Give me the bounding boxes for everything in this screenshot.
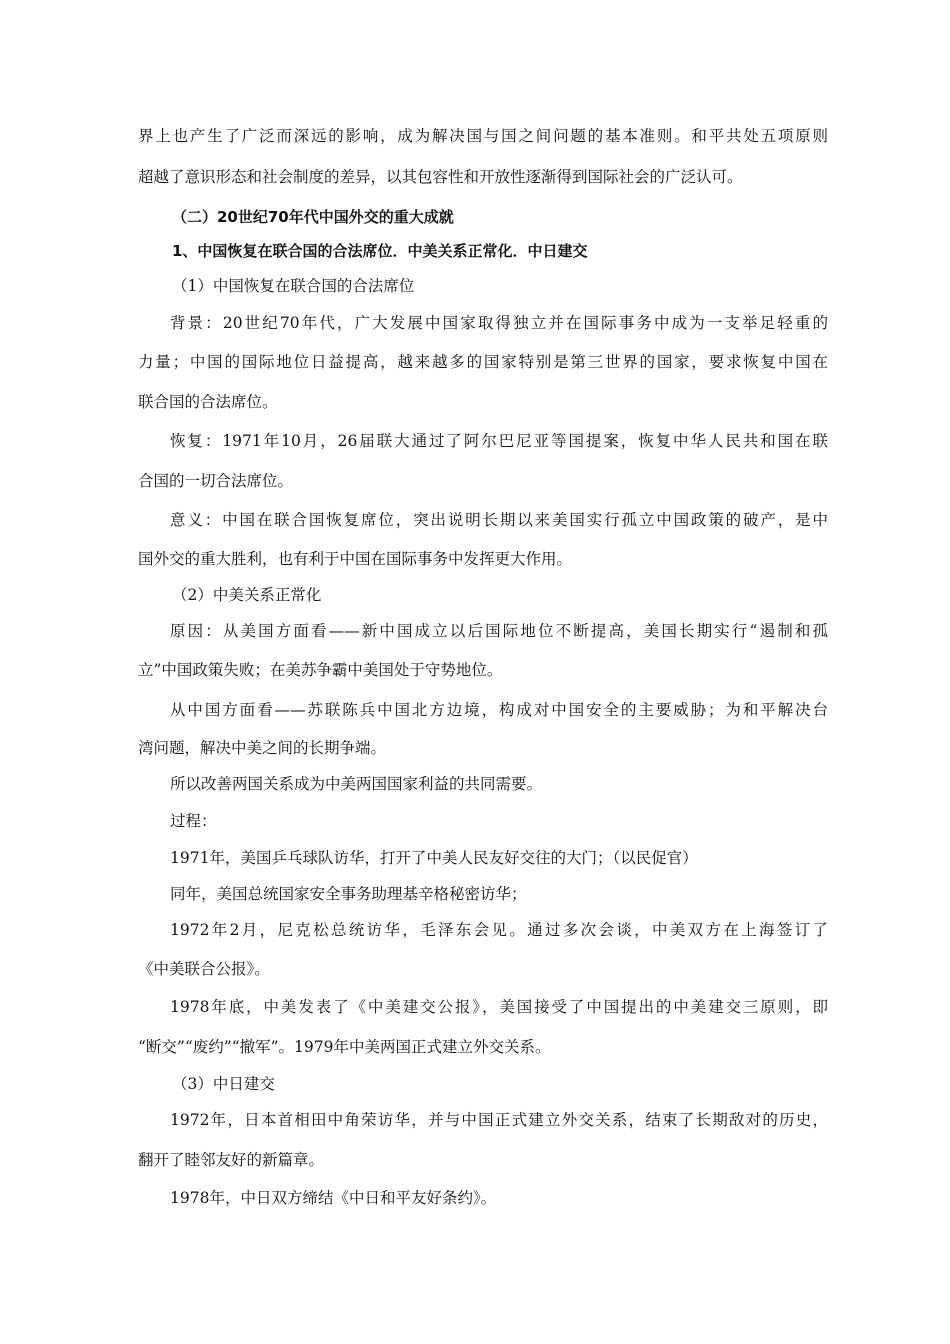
paragraph-line: 《中美联合公报》。 xyxy=(138,960,270,978)
paragraph-line: 超越了意识形态和社会制度的差异，以其包容性和开放性逐渐得到国际社会的广泛认可。 xyxy=(138,168,743,186)
paragraph-line: 原因：从美国方面看——新中国成立以后国际地位不断提高，美国长期实行“遏制和孤 xyxy=(170,622,828,640)
item-heading: （3）中日建交 xyxy=(172,1075,275,1093)
paragraph-line: 1972年2月，尼克松总统访华，毛泽东会见。通过多次会谈，中美双方在上海签订了 xyxy=(170,921,828,939)
paragraph-line: 1978年底，中美发表了《中美建交公报》，美国接受了中国提出的中美建交三原则，即 xyxy=(170,998,828,1016)
paragraph-line: 所以改善两国关系成为中美两国国家利益的共同需要。 xyxy=(170,775,543,793)
paragraph-line: 翻开了睦邻友好的新篇章。 xyxy=(138,1151,325,1169)
paragraph-line: 国外交的重大胜利，也有利于中国在国际事务中发挥更大作用。 xyxy=(138,550,573,568)
paragraph-line: 界上也产生了广泛而深远的影响，成为解决国与国之间问题的基本准则。和平共处五项原则 xyxy=(138,127,828,145)
paragraph-line: 合国的一切合法席位。 xyxy=(138,472,294,490)
paragraph-line: 同年，美国总统国家安全事务助理基辛格秘密访华； xyxy=(170,885,527,903)
paragraph-line: 1972年，日本首相田中角荣访华，并与中国正式建立外交关系，结束了长期敌对的历史， xyxy=(170,1111,828,1129)
item-heading: （2）中美关系正常化 xyxy=(172,586,322,604)
section-heading: （二）20世纪70年代中国外交的重大成就 xyxy=(172,208,454,226)
paragraph-line: 力量；中国的国际地位日益提高，越来越多的国家特别是第三世界的国家，要求恢复中国在 xyxy=(138,353,828,371)
subsection-heading: 1、中国恢复在联合国的合法席位．中美关系正常化．中日建交 xyxy=(172,242,588,260)
paragraph-line: 立”中国政策失败；在美苏争霸中美国处于守势地位。 xyxy=(138,661,503,679)
paragraph-line: 恢复：1971年10月，26届联大通过了阿尔巴尼亚等国提案，恢复中华人民共和国在联 xyxy=(170,432,828,450)
paragraph-line: 联合国的合法席位。 xyxy=(138,393,278,411)
paragraph-line: “断交”“废约”“撤军”。1979年中美两国正式建立外交关系。 xyxy=(138,1038,551,1056)
paragraph-line: 1971年，美国乒乓球队访华，打开了中美人民友好交往的大门；（以民促官） xyxy=(170,849,698,867)
paragraph-line: 过程： xyxy=(170,812,217,830)
paragraph-line: 1978年，中日双方缔结《中日和平友好条约》。 xyxy=(170,1189,497,1207)
paragraph-line: 背景：20世纪70年代，广大发展中国家取得独立并在国际事务中成为一支举足轻重的 xyxy=(170,314,828,332)
paragraph-line: 从中国方面看——苏联陈兵中国北方边境，构成对中国安全的主要威胁；为和平解决台 xyxy=(170,701,828,719)
paragraph-line: 湾问题，解决中美之间的长期争端。 xyxy=(138,739,387,757)
paragraph-line: 意义：中国在联合国恢复席位，突出说明长期以来美国实行孤立中国政策的破产，是中 xyxy=(170,511,828,529)
item-heading: （1）中国恢复在联合国的合法席位 xyxy=(172,277,415,295)
